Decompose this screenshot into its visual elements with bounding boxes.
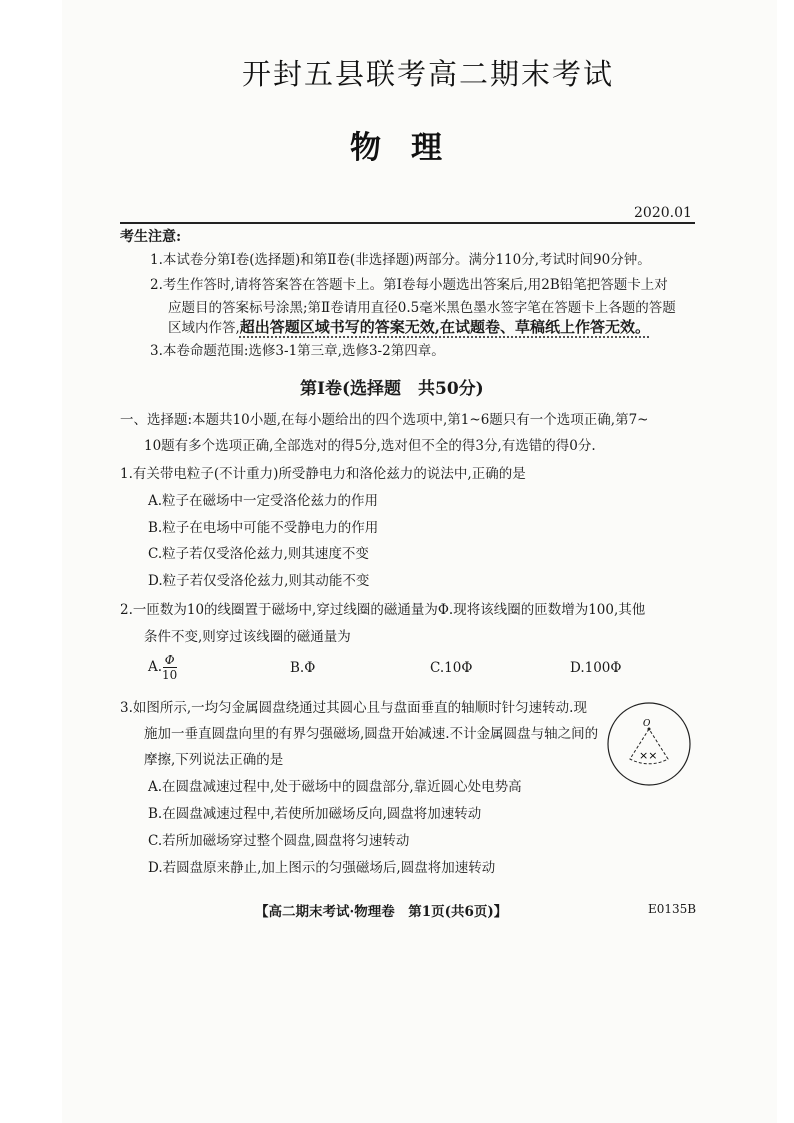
q2-option-c: C.10Φ [430, 660, 473, 676]
page-footer: 【高二期末考试·物理卷 第1页(共6页)】 [255, 904, 508, 920]
notice-item-2-cont2 [168, 316, 650, 337]
q3-stem-1: 3.如图所示,一均匀金属圆盘绕通过其圆心且与盘面垂直的轴顺时针匀速转动.现 [120, 700, 587, 716]
section-intro-1: 一、选择题:本题共10小题,在每小题给出的四个选项中,第1~6题只有一个选项正确,第7~ [120, 412, 649, 428]
exam-date: 2020.01 [634, 205, 692, 221]
q3-option-b: B.在圆盘减速过程中,若使所加磁场反向,圆盘将加速转动 [148, 806, 482, 822]
notice-item-2-cont: 应题目的答案标号涂黑;第Ⅱ卷请用直径0.5毫米黑色墨水签字笔在答题卡上各题的答题 [168, 300, 676, 316]
q3-option-d: D.若圆盘原来静止,加上图示的匀强磁场后,圆盘将加速转动 [148, 860, 496, 876]
paper-code: E0135B [648, 902, 697, 916]
notice-item-1: 1.本试卷分第Ⅰ卷(选择题)和第Ⅱ卷(非选择题)两部分。满分110分,考试时间90分钟。 [150, 252, 651, 268]
q2-stem-1: 2.一匝数为10的线圈置于磁场中,穿过线圈的磁通量为Φ.现将该线圈的匝数增为100,其他 [120, 602, 646, 618]
notice-item-2-tail: 区域内作答, [168, 320, 240, 336]
q1-option-d: D.粒子若仅受洛伦兹力,则其动能不变 [148, 573, 370, 589]
q3-option-c: C.若所加磁场穿过整个圆盘,圆盘将匀速转动 [148, 833, 410, 849]
q1-option-a: A.粒子在磁场中一定受洛伦兹力的作用 [148, 493, 379, 509]
section-intro-2: 10题有多个选项正确,全部选对的得5分,选对但不全的得3分,有选错的得0分. [144, 438, 596, 454]
fraction: $\frac{\Phi}{10}$ [162, 653, 178, 682]
notice-item-3: 3.本卷命题范围:选修3-1第三章,选修3-2第四章。 [150, 343, 445, 359]
header-rule [120, 222, 695, 224]
section-heading: 第Ⅰ卷(选择题 共50分) [300, 379, 484, 399]
center-label: O [643, 719, 651, 729]
q3-option-a: A.在圆盘减速过程中,处于磁场中的圆盘部分,靠近圆心处电势高 [148, 779, 522, 795]
q2-option-a: A. $\frac{\Phi}{10}$ [148, 653, 178, 682]
q2-stem-2: 条件不变,则穿过该线圈的磁通量为 [144, 629, 351, 645]
q2-option-d: D.100Φ [570, 660, 622, 676]
q1-option-c: C.粒子若仅受洛伦兹力,则其速度不变 [148, 546, 369, 562]
notice-emphasis: 超出答题区域书写的答案无效,在试题卷、草稿纸上作答无效。 [239, 318, 651, 336]
q2-option-b: B.Φ [290, 660, 316, 676]
q3-stem-3: 摩擦,下列说法正确的是 [144, 752, 284, 768]
q1-option-b: B.粒子在电场中可能不受静电力的作用 [148, 520, 379, 536]
field-marks: ×× [639, 749, 658, 762]
q1-stem: 1.有关带电粒子(不计重力)所受静电力和洛伦兹力的说法中,正确的是 [120, 466, 526, 482]
disk-outline [608, 703, 690, 785]
subject-title: 物理 [350, 130, 472, 166]
notice-item-2: 2.考生作答时,请将答案答在答题卡上。第Ⅰ卷每小题选出答案后,用2B铅笔把答题卡上对 [150, 277, 668, 293]
disk-diagram [604, 699, 694, 789]
exam-title: 开封五县联考高二期末考试 [242, 57, 615, 91]
notice-heading: 考生注意: [120, 229, 182, 245]
disk-figure [604, 699, 694, 793]
q3-stem-2: 施加一垂直圆盘向里的有界匀强磁场,圆盘开始减速.不计金属圆盘与轴之间的 [144, 726, 599, 742]
